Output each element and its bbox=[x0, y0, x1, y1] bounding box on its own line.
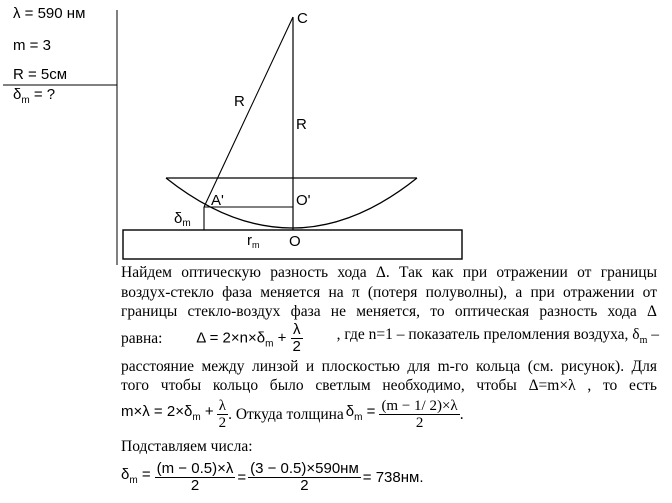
thickness-sub: m bbox=[354, 411, 363, 423]
condition-plus: + bbox=[200, 402, 214, 420]
given-R: R = 5см bbox=[13, 66, 68, 83]
find-symbol: δ bbox=[13, 86, 22, 103]
label-O-prime: O' bbox=[296, 192, 311, 209]
given-lambda: λ = 590 нм bbox=[13, 5, 86, 22]
formula-body: Δ = 2×n×δ bbox=[196, 328, 266, 346]
formula-plus: + bbox=[273, 328, 287, 346]
condition-fraction bbox=[217, 398, 229, 431]
fraction-denominator: 2 bbox=[190, 476, 200, 494]
find-tail: = ? bbox=[29, 86, 56, 103]
solution-line-7 bbox=[121, 393, 464, 435]
optical-path-formula bbox=[196, 322, 303, 355]
condition-body: m×λ = 2×δ bbox=[121, 402, 193, 420]
fraction-denominator: 2 bbox=[415, 414, 424, 431]
formula-sub: m bbox=[265, 337, 274, 349]
condition-sub: m bbox=[192, 411, 201, 423]
solution-line-3: границы стекло-воздух фаза не меняется, то оптическая разность хода Δ bbox=[121, 303, 657, 320]
solution-line-5: расстояние между линзой и плоскостью для m-го кольца (см. рисунок). Для bbox=[121, 358, 657, 375]
line4-prefix: равна: bbox=[121, 329, 163, 347]
label-r-m: $r_m$ bbox=[247, 232, 260, 250]
bright-condition-formula bbox=[121, 402, 214, 427]
fraction-numerator: λ bbox=[291, 322, 303, 339]
line7-period: . bbox=[459, 405, 464, 423]
fraction-numerator: λ bbox=[217, 398, 229, 415]
label-A-prime: A' bbox=[211, 192, 224, 209]
label-O: O bbox=[289, 233, 301, 250]
solution-line-2: воздух-стекло фаза меняется на π (потеря полуволны), а при отражении от bbox=[121, 284, 657, 301]
thickness-formula bbox=[346, 402, 376, 427]
thickness-eq: = bbox=[362, 402, 376, 420]
label-R-slant: R bbox=[234, 93, 245, 110]
thickness-fraction bbox=[379, 398, 459, 431]
fraction-numerator: (m − 0.5)×λ bbox=[156, 459, 234, 477]
label-R-vertical: R bbox=[296, 116, 307, 133]
fraction-denominator: 2 bbox=[218, 414, 227, 431]
given-m: m = 3 bbox=[13, 37, 51, 54]
result-value: = 738нм. bbox=[362, 468, 424, 486]
result-delta: δ bbox=[121, 465, 130, 483]
label-C: C bbox=[297, 10, 308, 27]
thickness-symbol: δ bbox=[345, 402, 355, 420]
line4-desc-sub: m bbox=[639, 335, 648, 347]
fraction-denominator: 2 bbox=[292, 337, 301, 355]
solution-line-6: того чтобы кольцо было светлым необходимо, чтобы Δ=m×λ , то есть bbox=[121, 377, 657, 394]
solution-line-8: Подставляем числа: bbox=[121, 438, 253, 455]
result-eq: = bbox=[137, 465, 151, 483]
label-delta-m: $\delta_m$ bbox=[174, 210, 191, 229]
result-delta-sub: m bbox=[129, 474, 138, 486]
fraction-numerator: (m − 1/ 2)×λ bbox=[381, 397, 458, 414]
result-eq2: = bbox=[237, 468, 247, 486]
result-fraction-general bbox=[155, 461, 236, 494]
result-fraction-numeric bbox=[248, 461, 361, 494]
solution-line-9 bbox=[121, 455, 424, 499]
line4-dash: – bbox=[647, 326, 659, 344]
thickness-text: . Откуда толщина bbox=[228, 405, 344, 423]
solution-line-4 bbox=[121, 319, 659, 357]
line4-desc: , где n=1 – показатель преломления воздуха, δ bbox=[336, 326, 640, 344]
result-symbol bbox=[121, 465, 151, 490]
fraction-denominator: 2 bbox=[300, 476, 309, 494]
fraction-numerator: (3 − 0.5)×590нм bbox=[250, 459, 359, 477]
line4-suffix bbox=[337, 325, 659, 350]
lambda-half-fraction bbox=[291, 322, 303, 355]
find-subscript: m bbox=[21, 95, 30, 106]
solution-line-1: Найдем оптическую разность хода Δ. Так как при отражении от границы bbox=[121, 264, 657, 281]
